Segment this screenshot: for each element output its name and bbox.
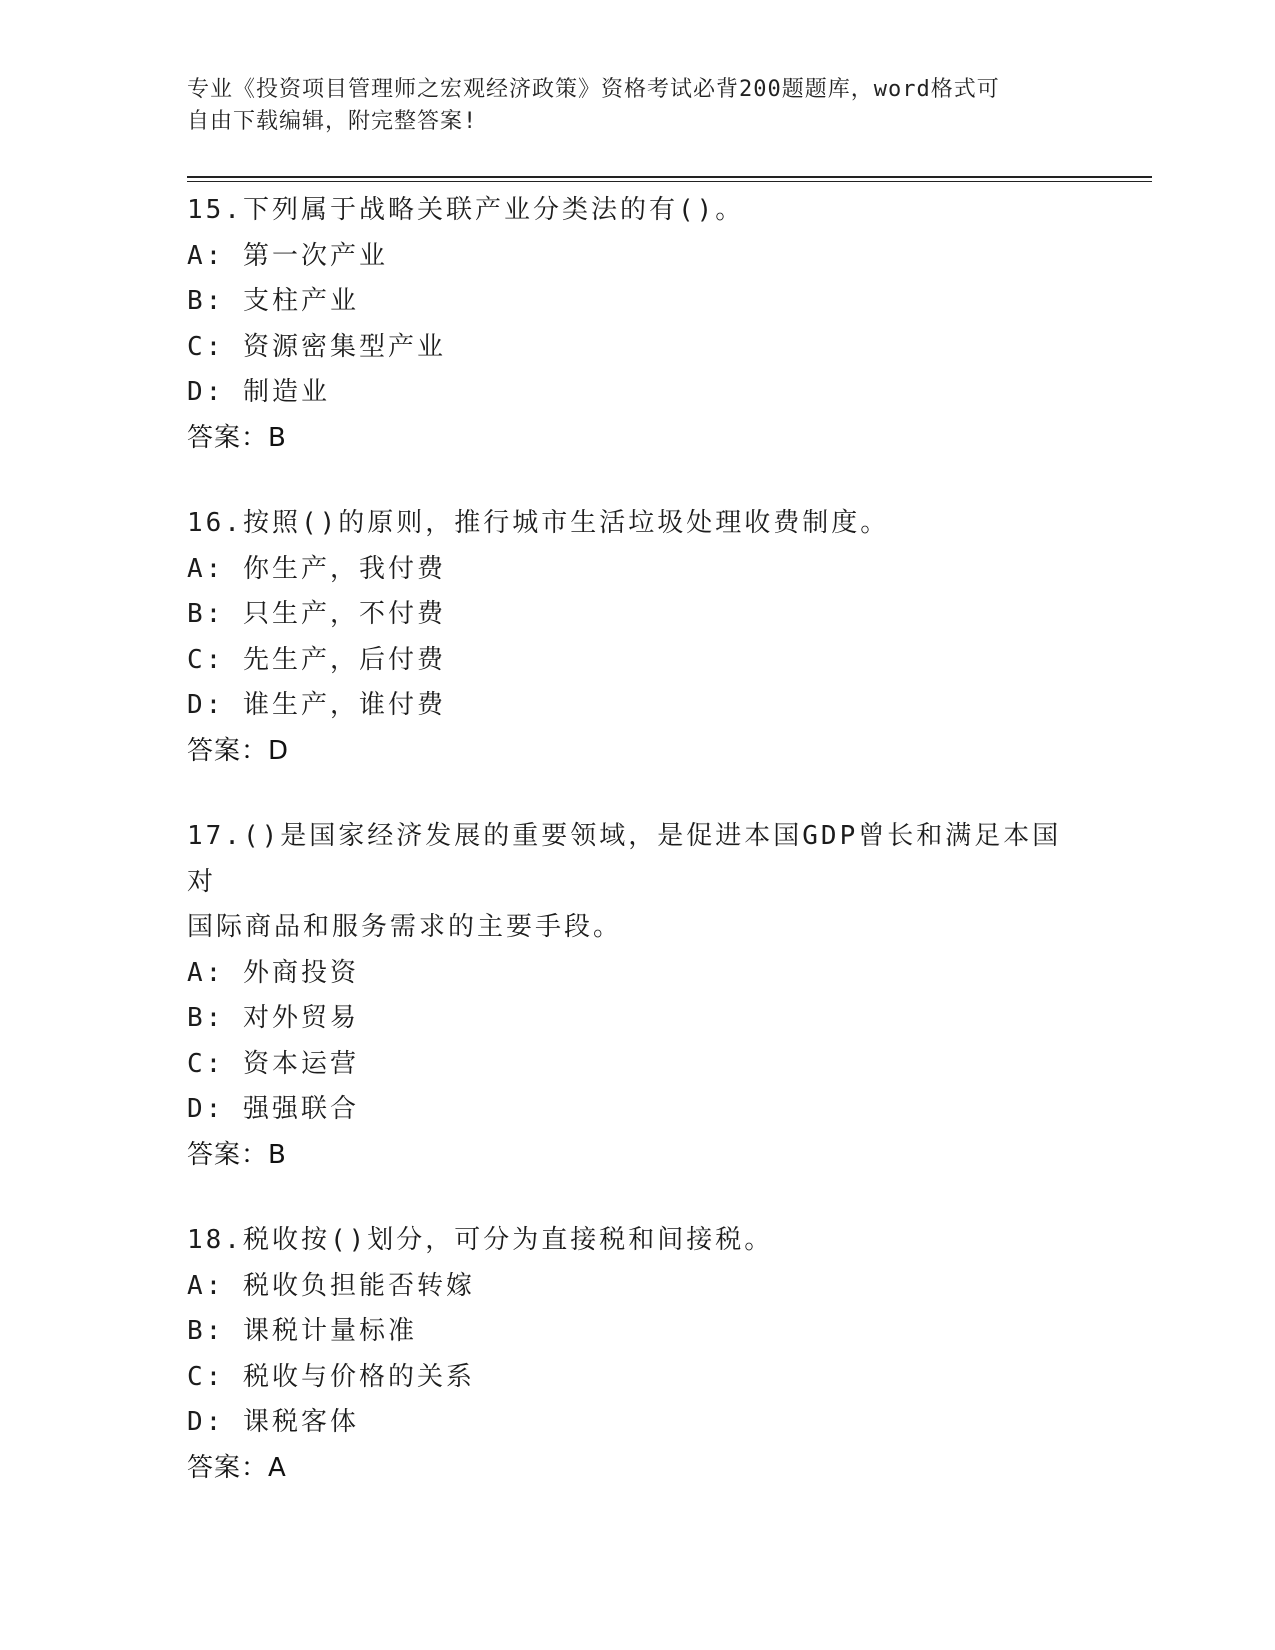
option-a: A: 第一次产业 — [187, 240, 388, 271]
option-d: D: 谁生产，谁付费 — [187, 690, 446, 720]
question-list — [187, 188, 1087, 1531]
answer-line: 答案：B — [187, 1139, 287, 1170]
option-d: D: 制造业 — [187, 377, 330, 407]
option-c: C: 资本运营 — [187, 1048, 359, 1079]
question-17 — [187, 814, 1087, 1178]
option-c: C: 资源密集型产业 — [187, 331, 446, 362]
question-15 — [187, 188, 1087, 461]
option-d: D: 课税客体 — [187, 1407, 359, 1437]
option-a: A: 你生产，我付费 — [187, 553, 446, 584]
header-divider-thick — [187, 176, 1152, 178]
question-stem: 15.下列属于战略关联产业分类法的有()。 — [187, 195, 745, 225]
question-16 — [187, 501, 1087, 774]
question-stem: 16.按照()的原则，推行城市生活垃圾处理收费制度。 — [187, 508, 890, 538]
option-d: D: 强强联合 — [187, 1094, 359, 1124]
header-divider-thin — [187, 181, 1152, 182]
question-stem: 18.税收按()划分，可分为直接税和间接税。 — [187, 1225, 774, 1255]
option-b: B: 支柱产业 — [187, 286, 359, 316]
question-18 — [187, 1218, 1087, 1491]
question-stem: 17.()是国家经济发展的重要领域，是促进本国GDP曾长和满足本国对 — [187, 821, 1062, 897]
answer-line: 答案：D — [187, 735, 290, 766]
option-a: A: 税收负担能否转嫁 — [187, 1270, 475, 1301]
document-header — [187, 74, 1067, 138]
option-b: B: 对外贸易 — [187, 1003, 359, 1033]
question-stem-continuation: 国际商品和服务需求的主要手段。 — [187, 912, 623, 942]
answer-line: 答案：A — [187, 1452, 287, 1483]
header-line-1: 专业《投资项目管理师之宏观经济政策》资格考试必背200题题库，word格式可 — [187, 77, 1000, 102]
option-c: C: 先生产，后付费 — [187, 644, 446, 675]
answer-line: 答案：B — [187, 422, 287, 453]
option-b: B: 只生产，不付费 — [187, 599, 446, 629]
option-a: A: 外商投资 — [187, 957, 359, 988]
option-b: B: 课税计量标准 — [187, 1316, 417, 1346]
header-line-2: 自由下载编辑，附完整答案! — [187, 109, 478, 134]
option-c: C: 税收与价格的关系 — [187, 1361, 475, 1392]
